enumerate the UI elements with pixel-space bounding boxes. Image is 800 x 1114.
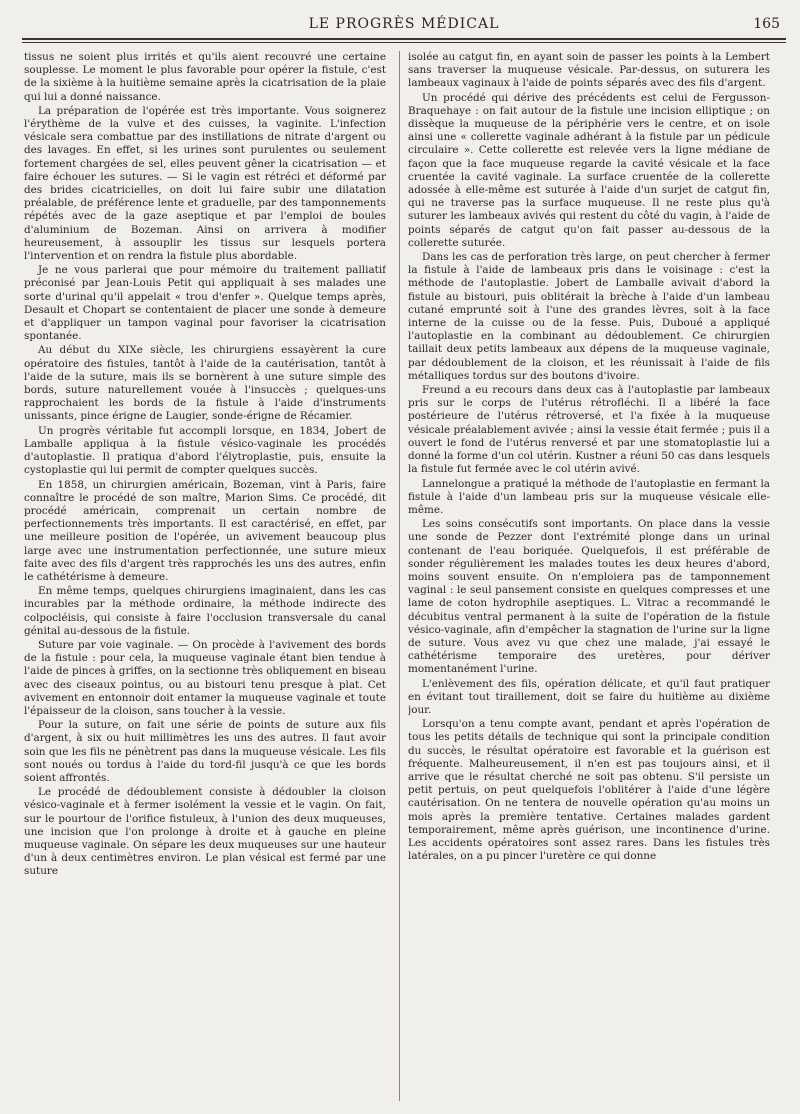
running-title: LE PROGRÈS MÉDICAL: [308, 16, 500, 32]
paragraph: En même temps, quelques chirurgiens imaginaient, dans les cas incurables par la méthode ordinaire, la méthode indirecte des colpocléisis, qui consiste à faire l'occlusion transversale du canal génital au-dessous de la fistule.: [24, 585, 386, 637]
paragraph: Pour la suture, on fait une série de points de suture aux fils d'argent, à six ou huit millimètres les uns des autres. Il faut avoir soin que les fils ne pénètrent pas dans la muqueuse vésicale. Les fils sont noués ou tordus à l'aide du tord-fil jusqu'à ce que les bords soient affrontés.: [24, 719, 386, 784]
paragraph: isolée au catgut fin, en ayant soin de passer les points à la Lembert sans traverser la muqueuse vésicale. Par-dessus, on suturera les lambeaux vaginaux à l'aide de points séparés avec des fils d'argent.: [408, 51, 770, 90]
header-rule-thin: [22, 42, 786, 43]
paragraph: Dans les cas de perforation très large, on peut chercher à fermer la fistule à l'aide de lambeaux pris dans le voisinage : c'est la méthode de l'autoplastie. Jobert de Lamballe avivait d'abord la fistule au bistouri, puis oblitérait la brèche à l'aide d'un lambeau cutané emprunté soit à l'une des grandes lèvres, soit à la face interne de la cuisse ou de la fesse. Puis, Duboué a appliqué l'autoplastie en la combinant au dédoublement. Ce chirurgien taillait deux petits lambeaux aux dépens de la muqueuse vaginale, par dédoublement de la cloison, et les réunissait à l'aide de fils métalliques tordus sur des boutons d'ivoire.: [408, 251, 770, 382]
paragraph: Je ne vous parlerai que pour mémoire du traitement palliatif préconisé par Jean-Louis Petit qui appliquait à ses malades une sorte d'urinal qu'il appelait « trou d'enfer ». Quelque temps après, Desault et Chopart se contentaient de placer une sonde à demeure et d'appliquer un tampon vaginal pour favoriser la cicatrisation spontanée.: [24, 264, 386, 343]
paragraph: Au début du XIXe siècle, les chirurgiens essayèrent la cure opératoire des fistules, tantôt à l'aide de la cautérisation, tantôt à l'aide de la suture, mais ils se bornèrent à une suture simple des bords, suture naturellement vouée à l'insuccès ; quelques-uns rapprochaient les bords de la fistule à l'aide d'instruments unissants, pince érigne de Laugier, sonde-érigne de Récamier.: [24, 344, 386, 423]
paragraph: Lannelongue a pratiqué la méthode de l'autoplastie en fermant la fistule à l'aide d'un lambeau pris sur la muqueuse vésicale elle-même.: [408, 477, 770, 516]
page-header: [22, 14, 786, 38]
paragraph: Les soins consécutifs sont importants. On place dans la vessie une sonde de Pezzer dont l'extrémité plonge dans un urinal contenant de l'eau boriquée. Quelquefois, il est préférable de sonder régulièrement les malades toutes les deux heures d'abord, moins souvent ensuite. On n'emploiera pas de tamponnement vaginal : le seul pansement consiste en quelques compresses et une lame de coton hydrophile aseptiques. L. Vitrac a recommandé le décubitus ventral permanent à la suite de l'opération de la fistule vésico-vaginale, afin d'empêcher la stagnation de l'urine sur la ligne de suture. Vous avez vu que chez une malade, j'ai essayé le cathétérisme temporaire des uretères, pour dériver momentanément l'urine.: [408, 518, 770, 676]
paragraph: tissus ne soient plus irrités et qu'ils aient recouvré une certaine souplesse. Le moment le plus favorable pour opérer la fistule, c'est de la sixième à la huitième semaine après la cicatrisation de la plaie qui lui a donné naissance.: [24, 51, 386, 103]
paragraph: Freund a eu recours dans deux cas à l'autoplastie par lambeaux pris sur le corps de l'utérus rétrofléchi. Il a libéré la face postérieure de l'utérus rétroversé, et l'a fixée à la muqueuse vésicale préalablement avivée ; ainsi la vessie était fermée ; puis il a ouvert le fond de l'utérus renversé et par une stomatoplastie lui a donné la forme d'un col utérin. Kustner a réuni 50 cas dans lesquels la fistule fut fermée avec le col utérin avivé.: [408, 384, 770, 476]
header-rule: [22, 38, 786, 40]
column-divider: [399, 51, 400, 1101]
section-paragraph: Suture par voie vaginale. — On procède à l'avivement des bords de la fistule : pour cela, la muqueuse vaginale étant bien tendue à l'aide de pinces à griffes, on la sectionne très obliquement en biseau avec des ciseaux pointus, ou au bistouri tenu presque à plat. Cet avivement en entonnoir doit entamer la muqueuse vaginale et toute l'épaisseur de la cloison, sans toucher à la vessie.: [24, 638, 386, 717]
paragraph: Un progrès véritable fut accompli lorsque, en 1834, Jobert de Lamballe appliqua à la fistule vésico-vaginale les procédés d'autoplastie. Il pratiqua d'abord l'élytroplastie, puis, ensuite la cystoplastie qui lui permit de compter quelques succès.: [24, 424, 386, 477]
paragraph: Le procédé de dédoublement consiste à dédoubler la cloison vésico-vaginale et à fermer isolément la vessie et le vagin. On fait, sur le pourtour de l'orifice fistuleux, à l'union des deux muqueuses, une incision que l'on prolonge à droite et à gauche en pleine muqueuse vaginale. On sépare les deux muqueuses sur une hauteur d'un à deux centimètres environ. Le plan vésical est fermé par une suture: [24, 786, 386, 878]
paragraph: Un procédé qui dérive des précédents est celui de Fergusson-Braquehaye : on fait autour de la fistule une incision elliptique ; on dissèque la muqueuse de la périphérie vers le centre, et on isole ainsi une « collerette vaginale adhérant à la fistule par un pédicule circulaire ». Cette collerette est relevée vers la ligne médiane de façon que la face muqueuse regarde la cavité vésicale et la face cruentée la cavité vaginale. La surface cruentée de la collerette adossée à elle-même est suturée à l'aide d'un surjet de catgut fin, qui ne traverse pas la surface muqueuse. Il ne reste plus qu'à suturer les lambeaux avivés qui restent du côté du vagin, à l'aide de points séparés de catgut qu'on fait passer au-dessous de la collerette suturée.: [408, 91, 770, 249]
paragraph: L'enlèvement des fils, opération délicate, et qu'il faut pratiquer en évitant tout tiraillement, doit se faire du huitième au dixième jour.: [408, 677, 770, 716]
paragraph: En 1858, un chirurgien américain, Bozeman, vint à Paris, faire connaître le procédé de son maître, Marion Sims. Ce procédé, dit procédé américain, comprenait un certain nombre de perfectionnements très importants. Il est caractérisé, en effet, par une meilleure position de l'opérée, un avivement beaucoup plus large avec une instrumentation perfectionnée, une suture mieux faite avec des fils d'argent très rapprochés les uns des autres, enfin le cathétérisme à demeure.: [24, 478, 386, 583]
paragraph: Lorsqu'on a tenu compte avant, pendant et après l'opération de tous les petits détails de technique qui sont la principale condition du succès, le résultat opératoire est favorable et la guérison est fréquente. Malheureusement, il n'en est pas toujours ainsi, et il arrive que le résultat cherché ne soit pas obtenu. S'il persiste un petit pertuis, on peut quelquefois l'oblitérer à l'aide d'une légère cautérisation. On ne tentera de nouvelle opération qu'au moins un mois après la première tentative. Certaines malades gardent temporairement, même après guérison, une incontinence d'urine. Les accidents opératoires sont assez rares. Dans les fistules très latérales, on a pu pincer l'uretère ce qui donne: [408, 718, 770, 863]
left-column: [24, 51, 386, 1106]
page-number: 165: [753, 16, 780, 32]
paragraph: La préparation de l'opérée est très importante. Vous soignerez l'érythème de la vulve et des cuisses, la vaginite. L'infection vésicale sera combattue par des instillations de nitrate d'argent ou des lavages. En effet, si les urines sont purulentes ou seulement fortement chargées de sel, elles peuvent gêner la cicatrisation — et faire échouer les sutures. — Si le vagin est rétréci et déformé par des brides cicatricielles, on doit lui faire subir une dilatation préalable, de préférence lente et graduelle, par des tamponnements répétés avec de la gaze aseptique et par l'emploi de boules d'aluminium de Bozeman. Ainsi on arrivera à modifier heureusement, à assouplir les tissus sur lesquels portera l'intervention et on rendra la fistule plus abordable.: [24, 104, 386, 263]
right-column: [408, 51, 770, 1106]
